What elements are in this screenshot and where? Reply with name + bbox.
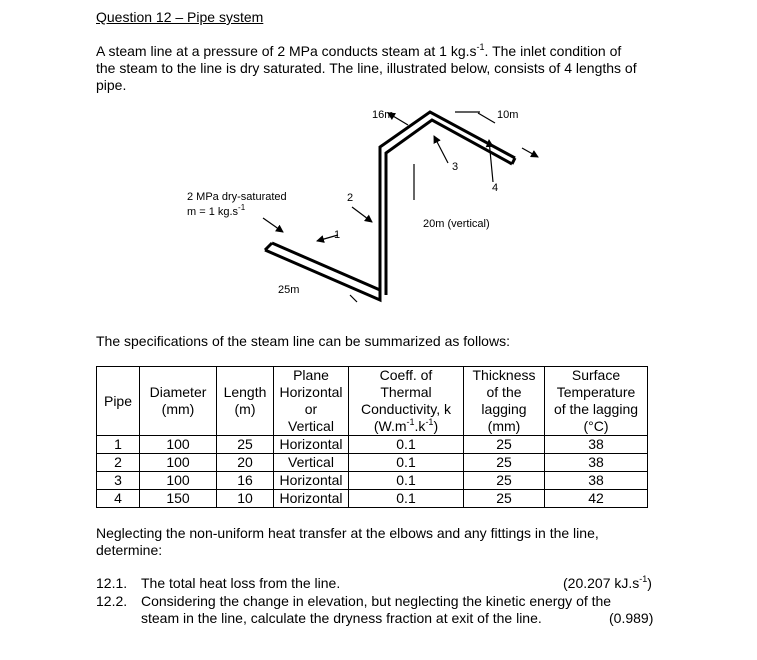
cell: 100 xyxy=(140,436,217,454)
cell: 38 xyxy=(545,436,648,454)
header-temperature: Surface Temperature of the lagging (°C) xyxy=(545,367,648,436)
cell: 25 xyxy=(464,490,545,508)
table-row xyxy=(97,454,648,472)
intro-line-3: pipe. xyxy=(96,77,127,93)
pipe-outline xyxy=(265,112,515,300)
pipe-label-3: 3 xyxy=(452,161,459,173)
spec-intro: The specifications of the steam line can be summarized as follows: xyxy=(96,333,510,349)
pipe-label-2: 2 xyxy=(347,192,354,204)
header-conductivity: Coeff. of Thermal Conductivity, k $(W.m^{-1}.k^{-1})$ xyxy=(349,367,464,436)
cell: 25 xyxy=(217,436,274,454)
cell: 38 xyxy=(545,454,648,472)
pipe-label-1: 1 xyxy=(334,229,341,241)
cell: 25 xyxy=(464,454,545,472)
question-1-number: 12.1. xyxy=(96,575,128,591)
cell: 4 xyxy=(97,490,140,508)
pipe-2-arrow xyxy=(352,207,372,222)
header-length: Length (m) xyxy=(217,367,274,436)
inlet-label-2: m = 1 $kg.s^{-1}$ xyxy=(187,203,246,218)
cell: 10 xyxy=(217,490,274,508)
header-thickness: Thickness of the lagging (mm) xyxy=(464,367,545,436)
cell: 150 xyxy=(140,490,217,508)
cell: 3 xyxy=(97,472,140,490)
cell: 25 xyxy=(464,436,545,454)
cell: Horizontal xyxy=(274,472,349,490)
cell: 0.1 xyxy=(349,454,464,472)
cell: 0.1 xyxy=(349,490,464,508)
cell: 20 xyxy=(217,454,274,472)
cell: 100 xyxy=(140,472,217,490)
pipe-3-arrow xyxy=(434,136,448,163)
neglect-line-1: Neglecting the non-uniform heat transfer at the elbows and any fittings in the line, xyxy=(96,525,599,541)
outlet-end xyxy=(512,158,515,164)
neglect-paragraph xyxy=(96,525,696,559)
inlet-end xyxy=(265,243,272,250)
question-title: Question 12 – Pipe system xyxy=(96,9,264,25)
header-diameter: Diameter (mm) xyxy=(140,367,217,436)
dim-line-25m xyxy=(350,295,357,302)
table-row xyxy=(97,490,648,508)
neglect-line-2: determine: xyxy=(96,542,163,558)
question-2-number: 12.2. xyxy=(96,593,128,609)
cell: 38 xyxy=(545,472,648,490)
cell: 25 xyxy=(464,472,545,490)
label-16m: 16m xyxy=(372,109,394,121)
question-2-text-1: Considering the change in elevation, but neglecting the kinetic energy of the xyxy=(141,593,612,609)
cell: Horizontal xyxy=(274,436,349,454)
cell: 16 xyxy=(217,472,274,490)
pipe-label-4: 4 xyxy=(492,182,499,194)
outlet-arrow xyxy=(522,148,538,157)
header-row xyxy=(97,367,648,436)
label-20m: 20m (vertical) xyxy=(423,218,490,230)
dim-line-10m xyxy=(478,113,495,123)
intro-line-1: A steam line at a pressure of 2 MPa conducts steam at 1 $kg.s^{-1}$. The inlet condition of xyxy=(96,42,622,59)
question-1-text: The total heat loss from the line. xyxy=(141,575,341,591)
inlet-arrow xyxy=(263,218,283,232)
label-10m: 10m xyxy=(497,109,519,121)
spec-table xyxy=(96,366,648,508)
table-row xyxy=(97,472,648,490)
cell: 1 xyxy=(97,436,140,454)
cell: 0.1 xyxy=(349,472,464,490)
header-plane: Plane Horizontal or Vertical xyxy=(274,367,349,436)
intro-line-2: the steam to the line is dry saturated. The line, illustrated below, consists of 4 lengths of xyxy=(96,60,637,76)
cell: Vertical xyxy=(274,454,349,472)
header-pipe: Pipe xyxy=(97,367,140,436)
question-1-answer: (20.207 $kJ.s^{-1}$) xyxy=(563,574,652,591)
cell: 2 xyxy=(97,454,140,472)
question-2-text-2: steam in the line, calculate the dryness fraction at exit of the line. xyxy=(141,610,542,626)
question-2-answer: (0.989) xyxy=(609,610,654,626)
inlet-label-1: 2 MPa dry-saturated xyxy=(187,191,287,203)
label-25m: 25m xyxy=(278,284,300,296)
cell: 0.1 xyxy=(349,436,464,454)
cell: 100 xyxy=(140,454,217,472)
cell: Horizontal xyxy=(274,490,349,508)
table-row xyxy=(97,436,648,454)
cell: 42 xyxy=(545,490,648,508)
